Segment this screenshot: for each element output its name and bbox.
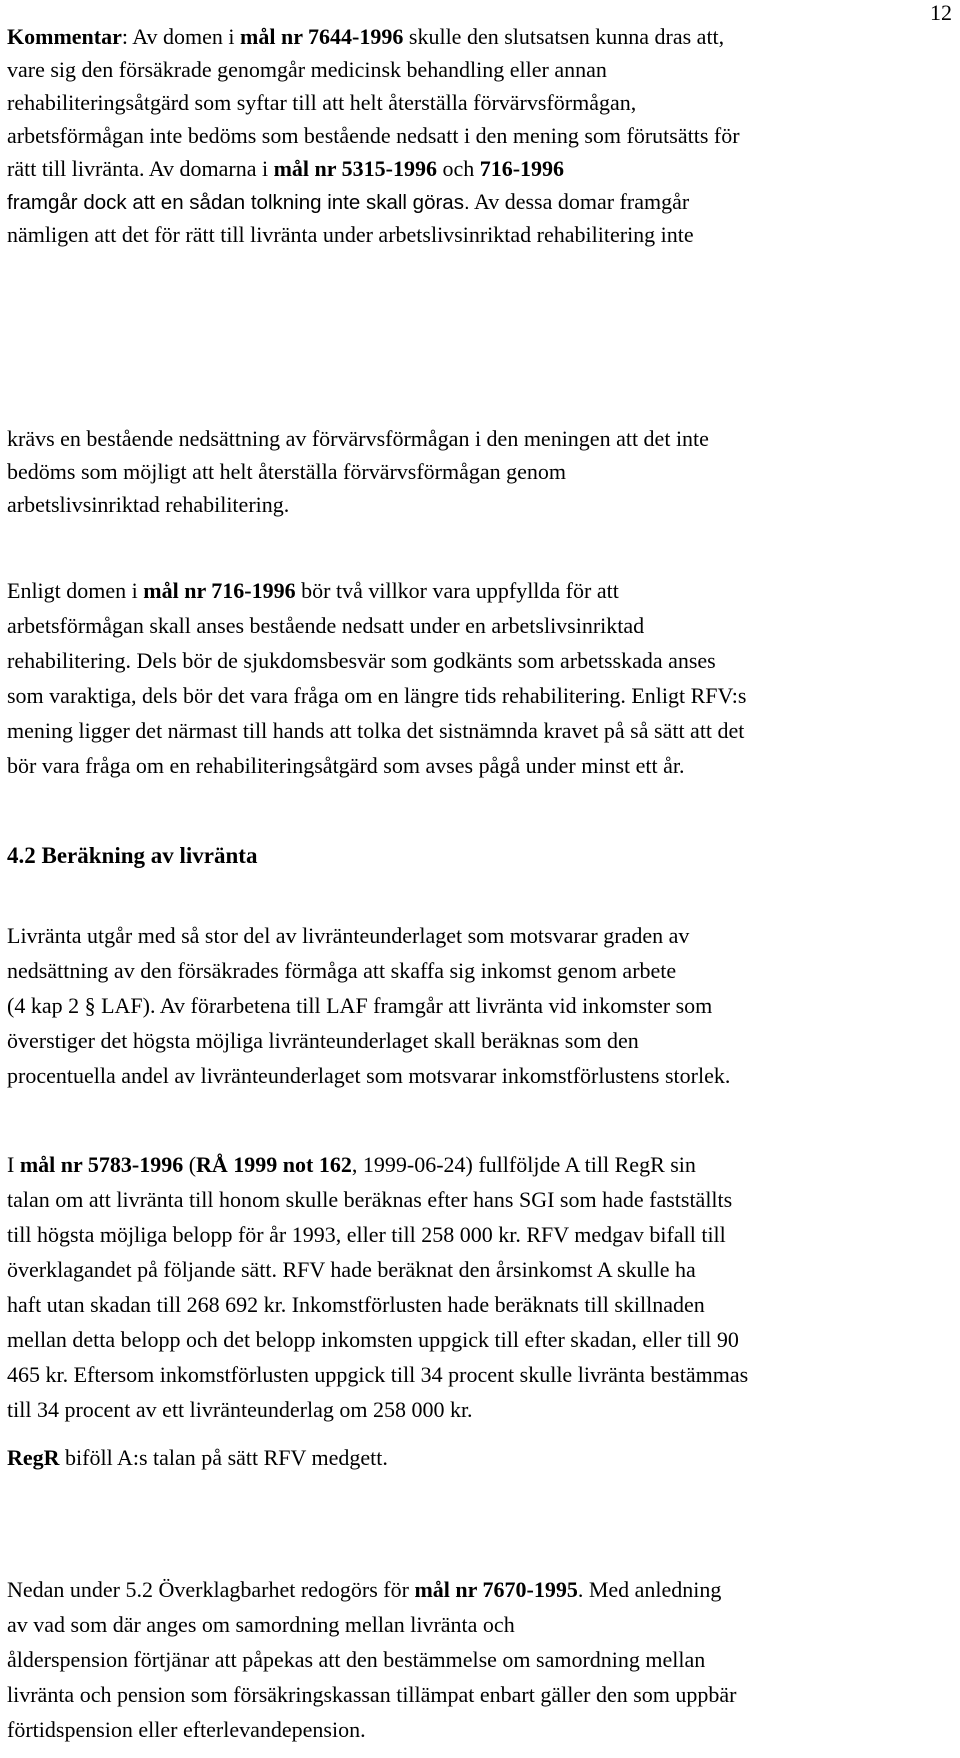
case-reference: mål nr 7670-1995 xyxy=(414,1577,578,1602)
text-line: rehabilitering. Dels bör de sjukdomsbesvär som godkänts som arbetsskada anses xyxy=(7,648,716,673)
label-kommentar: Kommentar xyxy=(7,24,122,49)
text-line: procentuella andel av livränteunderlaget som motsvarar inkomstförlustens storlek. xyxy=(7,1063,731,1088)
text-line: I mål nr 5783-1996 (RÅ 1999 not 162, 1999-06-24) fullföljde A till RegR sin xyxy=(7,1152,696,1177)
text-line: Livränta utgår med så stor del av livränteunderlaget som motsvarar graden av xyxy=(7,923,690,948)
text-line: nedsättning av den försäkrades förmåga att skaffa sig inkomst genom arbete xyxy=(7,958,677,983)
section-heading: 4.2 Beräkning av livränta xyxy=(7,843,258,868)
text-line: arbetsförmågan inte bedöms som bestående nedsatt i den mening som förutsätts för xyxy=(7,123,740,148)
text-line: livränta och pension som försäkringskassan tillämpat enbart gäller den som uppbär xyxy=(7,1682,737,1707)
text-line: rätt till livränta. Av domarna i mål nr 5315-1996 och 716-1996 xyxy=(7,156,565,181)
text-line: överklagandet på följande sätt. RFV hade beräknat den årsinkomst A skulle ha xyxy=(7,1257,696,1282)
text-line: haft utan skadan till 268 692 kr. Inkomstförlusten hade beräknats till skillnaden xyxy=(7,1292,705,1317)
text-line: överstiger det högsta möjliga livränteunderlaget skall beräknas som den xyxy=(7,1028,639,1053)
text-line: (4 kap 2 § LAF). Av förarbetena till LAF framgår att livränta vid inkomster som xyxy=(7,993,713,1018)
text-line: talan om att livränta till honom skulle beräknas efter hans SGI som hade fastställts xyxy=(7,1187,733,1212)
text-line: framgår dock att en sådan tolkning inte skall göras. Av dessa domar framgår xyxy=(7,189,690,214)
text-line: bör vara fråga om en rehabiliteringsåtgärd som avses pågå under minst ett år. xyxy=(7,753,685,778)
paragraph-case-5783 xyxy=(7,1147,953,1427)
case-reference: mål nr 5783-1996 xyxy=(19,1152,184,1177)
paragraph-berakning xyxy=(7,918,953,1093)
case-reference: RÅ 1999 not 162 xyxy=(196,1152,352,1177)
text-line: arbetsförmågan skall anses bestående nedsatt under en arbetslivsinriktad xyxy=(7,613,645,638)
case-reference: mål nr 716-1996 xyxy=(143,578,296,603)
text-line: rehabiliteringsåtgärd som syftar till att helt återställa förvärvsförmågan, xyxy=(7,90,637,115)
text-line: till 34 procent av ett livränteunderlag om 258 000 kr. xyxy=(7,1397,473,1422)
text-line: vare sig den försäkrade genomgår medicinsk behandling eller annan xyxy=(7,57,607,82)
text-line: mening ligger det närmast till hands att tolka det sistnämnda kravet på så sätt att det xyxy=(7,718,745,743)
text-line: RegR biföll A:s talan på sätt RFV medgett. xyxy=(7,1445,388,1470)
paragraph-kommentar xyxy=(7,20,953,251)
text-line: till högsta möjliga belopp för år 1993, eller till 258 000 kr. RFV medgav bifall till xyxy=(7,1222,726,1247)
text-line: ålderspension förtjänar att påpekas att den bestämmelse om samordning mellan xyxy=(7,1647,706,1672)
text-line: krävs en bestående nedsättning av förvärvsförmågan i den meningen att det inte xyxy=(7,426,709,451)
case-reference: 716-1996 xyxy=(479,156,565,181)
case-reference: mål nr 7644-1996 xyxy=(240,24,404,49)
text-line: av vad som där anges om samordning mellan livränta och xyxy=(7,1612,515,1637)
court-name: RegR xyxy=(7,1445,60,1470)
text-line: Nedan under 5.2 Överklagbarhet redogörs för mål nr 7670-1995. Med anledning xyxy=(7,1577,722,1602)
paragraph-villkor xyxy=(7,573,953,783)
text-line: 465 kr. Eftersom inkomstförlusten uppgick till 34 procent skulle livränta bestämmas xyxy=(7,1362,749,1387)
case-reference: mål nr 5315-1996 xyxy=(273,156,437,181)
text-line: Kommentar: Av domen i mål nr 7644-1996 skulle den slutsatsen kunna dras att, xyxy=(7,24,725,49)
page-number: 12 xyxy=(930,0,952,25)
text-line: Enligt domen i mål nr 716-1996 bör två villkor vara uppfyllda för att xyxy=(7,578,619,603)
paragraph-regr xyxy=(7,1440,953,1475)
paragraph-nedan xyxy=(7,1572,953,1747)
text-line: förtidspension eller efterlevandepension. xyxy=(7,1717,366,1742)
text-line: nämligen att det för rätt till livränta under arbetslivsinriktad rehabilitering inte xyxy=(7,222,694,247)
paragraph-continuation xyxy=(7,422,953,521)
text-line: arbetslivsinriktad rehabilitering. xyxy=(7,492,290,517)
text-line: som varaktiga, dels bör det vara fråga om en längre tids rehabilitering. Enligt RFV:s xyxy=(7,683,747,708)
text-line: mellan detta belopp och det belopp inkomsten uppgick till efter skadan, eller till 90 xyxy=(7,1327,739,1352)
text-line: bedöms som möjligt att helt återställa förvärvsförmågan genom xyxy=(7,459,567,484)
